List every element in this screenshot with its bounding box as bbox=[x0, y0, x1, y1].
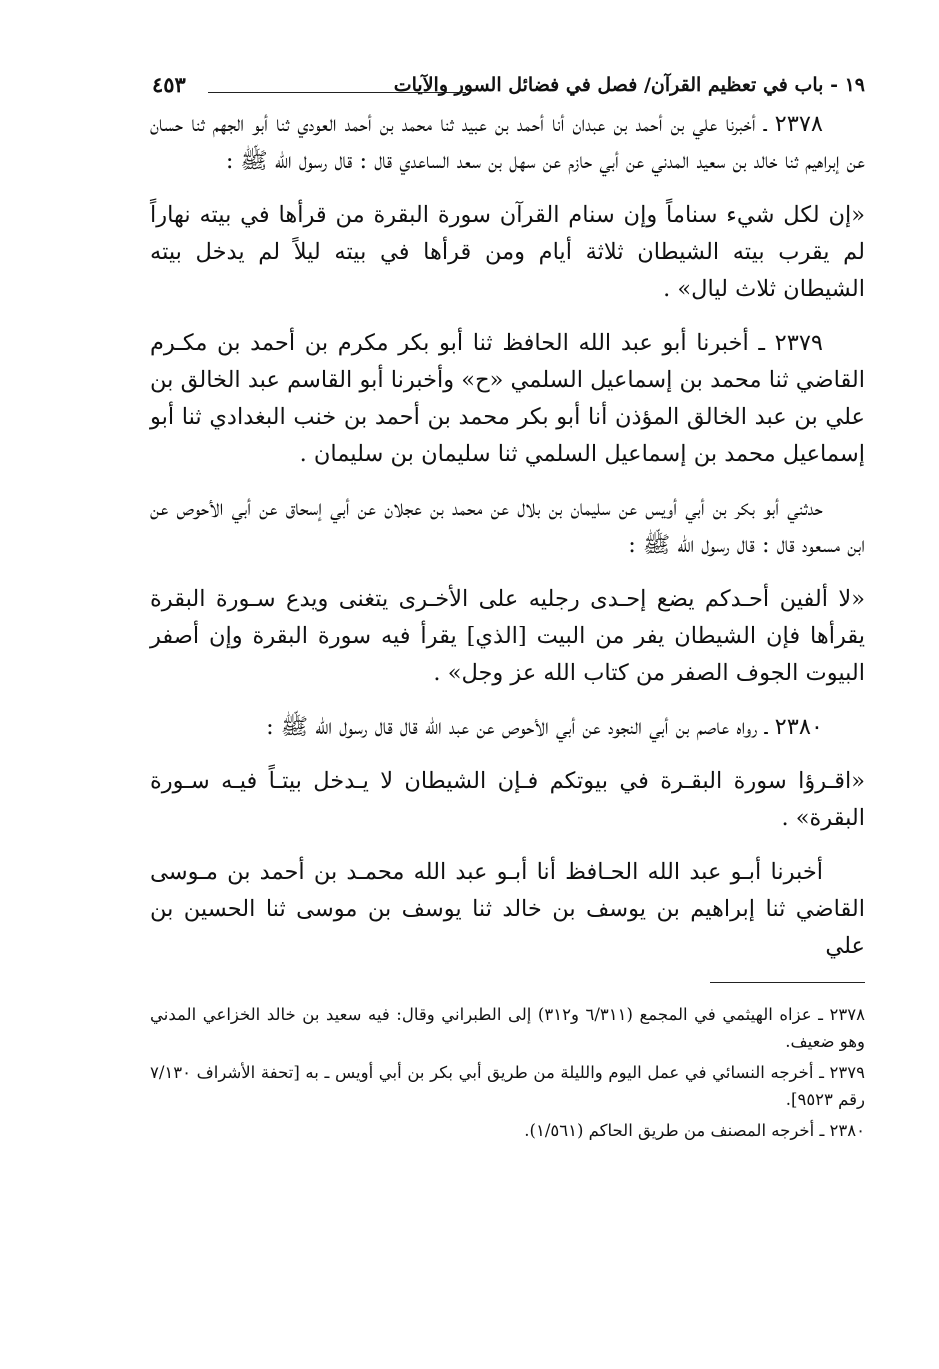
footnotes bbox=[150, 1001, 865, 1144]
hadith-2379-isnad: ٢٣٧٩ ـ أخبرنا أبو عبد الله الحافظ ثنا أبو بكر مكرم بن أحمد بن مكـرم القاضي ثنا محمد بن إسماعيل السلمي «ح» وأخبرنا أبو القاسم عبد الخالق بن علي بن عبد الخالق المؤذن أنا أبو بكر محمد بن أحمد بن خنب البغدادي ثنا أبو إسماعيل محمد بن إسماعيل السلمي ثنا سليمان بن سليمان . bbox=[150, 330, 865, 467]
hadith-2378-text: «إن لكل شيء سناماً وإن سنام القرآن سورة البقرة من قرأها في بيته نهاراً لم يقرب بيته الشيطان ثلاثة أيام ومن قرأها في بيته ليلاً لم يدخل بيته الشيطان ثلاث ليال» . bbox=[150, 202, 865, 302]
footnote-2380: ٢٣٨٠ ـ أخرجه المصنف من طريق الحاكم (١/٥٦١). bbox=[524, 1121, 865, 1140]
chapter-title: ١٩ - باب في تعظيم القرآن/ فصل في فضائل السور والآيات bbox=[393, 74, 865, 96]
book-page bbox=[150, 66, 865, 1336]
page-number: ٤٥٣ bbox=[152, 72, 186, 97]
hadith-2378-isnad: ٢٣٧٨ ـ أخبرنا علي بن أحمد بن عبدان أنا أحمد بن عبيد ثنا محمد بن أحمد العودي ثنا أبو الجهم ثنا حسان عن إبراهيم ثنا خالد بن سعيد المدني عن أبي حازم عن سهل بن سعد الساعدي قال : قال رسول الله ﷺ : bbox=[150, 111, 865, 174]
next-isnad: أخبرنا أبـو عبد الله الحـافظ أنا أبـو عبد الله محمـد بن أحمد بن مـوسى القاضي ثنا إبراهيم بن يوسف بن خالد ثنا يوسف بن موسى ثنا الحسين بن علي bbox=[150, 859, 865, 959]
footnote-2379: ٢٣٧٩ ـ أخرجه النسائي في عمل اليوم والليلة من طريق أبي بكر بن أبي أويس ـ به [تحفة الأشراف ٧/١٣٠ رقم ٩٥٢٣]. bbox=[150, 1063, 865, 1109]
header-rule bbox=[208, 92, 466, 93]
hadith-2379-isnad-continued: حدثني أبو بكر بن أبي أويس عن سليمان بن بلال عن محمد بن عجلان عن أبي إسحاق عن أبي الأحوص عن ابن مسعود قال : قال رسول الله ﷺ : bbox=[150, 495, 865, 558]
footnote-2378: ٢٣٧٨ ـ عزاه الهيثمي في المجمع (٦/٣١١ و٣١٢) إلى الطبراني وقال: فيه سعيد بن خالد الخزاعي المدني وهو ضعيف. bbox=[150, 1005, 865, 1051]
hadith-2380-text: «اقـرؤا سورة البقـرة في بيوتكم فـإن الشيطان لا يـدخل بيتـاً فيـه سـورة البقرة» . bbox=[150, 768, 865, 831]
hadith-2379-text: «لا ألفين أحـدكم يضع إحـدى رجليه على الأخـرى يتغنى ويدع سـورة البقرة يقرأها فإن الشيطان يفر من البيت [الذي] يقرأ فيه سورة البقرة وإن أصفر البيوت الجوف الصفر من كتاب الله عز وجل» . bbox=[150, 586, 865, 686]
hadith-2380-isnad: ٢٣٨٠ ـ رواه عاصم بن أبي النجود عن أبي الأحوص عن عبد الله قال قال رسول الله ﷺ : bbox=[266, 714, 823, 740]
footnote-rule bbox=[710, 982, 865, 983]
main-text bbox=[150, 106, 865, 965]
running-head bbox=[150, 66, 865, 106]
